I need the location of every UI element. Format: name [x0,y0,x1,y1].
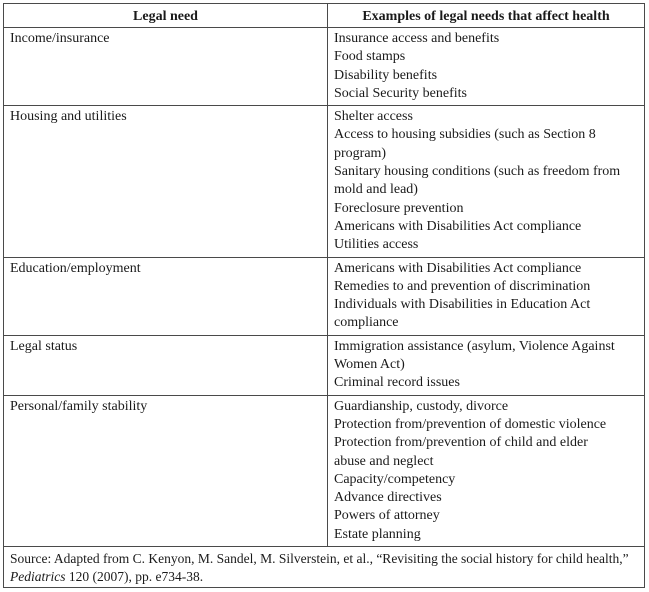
example-line: Women Act) [334,357,405,373]
example-line: Individuals with Disabilities in Education Act [334,297,591,313]
examples-cell [328,335,645,395]
example-line: Estate planning [334,526,421,542]
table-body [4,28,644,547]
header-examples: Examples of legal needs that affect health [328,4,645,28]
example-line: Sanitary housing conditions (such as freedom from [334,164,621,180]
table-header-row [4,4,644,28]
examples-cell [328,257,645,335]
source-note [4,547,644,586]
example-line: Disability benefits [334,67,438,83]
source-suffix: 120 (2007), pp. e734-38. [65,569,204,585]
source-journal: Pediatrics [10,569,66,585]
table-row [4,257,644,335]
legal-need-cell: Income/insurance [4,28,328,106]
legal-needs-table-frame [3,3,645,588]
example-line: Social Security benefits [334,85,467,101]
example-line: program) [334,145,387,161]
example-line: Advance directives [334,490,442,506]
example-line: mold and lead) [334,182,418,198]
example-line: Food stamps [334,49,406,65]
legal-need-cell: Personal/family stability [4,395,328,546]
examples-cell [328,28,645,106]
legal-need-cell: Education/employment [4,257,328,335]
example-line: Protection from/prevention of child and elder [334,435,588,451]
example-line: Powers of attorney [334,508,440,524]
example-line: Protection from/prevention of domestic violence [334,416,607,432]
example-line: Utilities access [334,237,419,253]
example-line: Guardianship, custody, divorce [334,398,509,414]
header-legal-need: Legal need [4,4,328,28]
table-row [4,28,644,106]
example-line: Insurance access and benefits [334,31,500,46]
example-line: Shelter access [334,109,413,125]
example-line: Americans with Disabilities Act compliance [334,260,582,276]
table-row [4,106,644,257]
legal-need-cell: Legal status [4,335,328,395]
example-line: Remedies to and prevention of discrimination [334,278,591,294]
legal-needs-table [4,4,644,547]
example-line: compliance [334,315,399,331]
examples-cell [328,106,645,257]
example-line: abuse and neglect [334,453,434,469]
example-line: Capacity/competency [334,471,456,487]
example-line: Access to housing subsidies (such as Section 8 [334,127,596,143]
example-line: Immigration assistance (asylum, Violence Against [334,338,615,354]
legal-need-cell: Housing and utilities [4,106,328,257]
table-row [4,395,644,546]
example-line: Criminal record issues [334,375,460,391]
example-line: Foreclosure prevention [334,200,464,216]
examples-cell [328,395,645,546]
source-prefix: Source: Adapted from C. Kenyon, M. Sandel, M. Silverstein, et al., “Revisiting the social history for child health,” [10,551,629,567]
example-line: Americans with Disabilities Act compliance [334,218,582,234]
table-row [4,335,644,395]
